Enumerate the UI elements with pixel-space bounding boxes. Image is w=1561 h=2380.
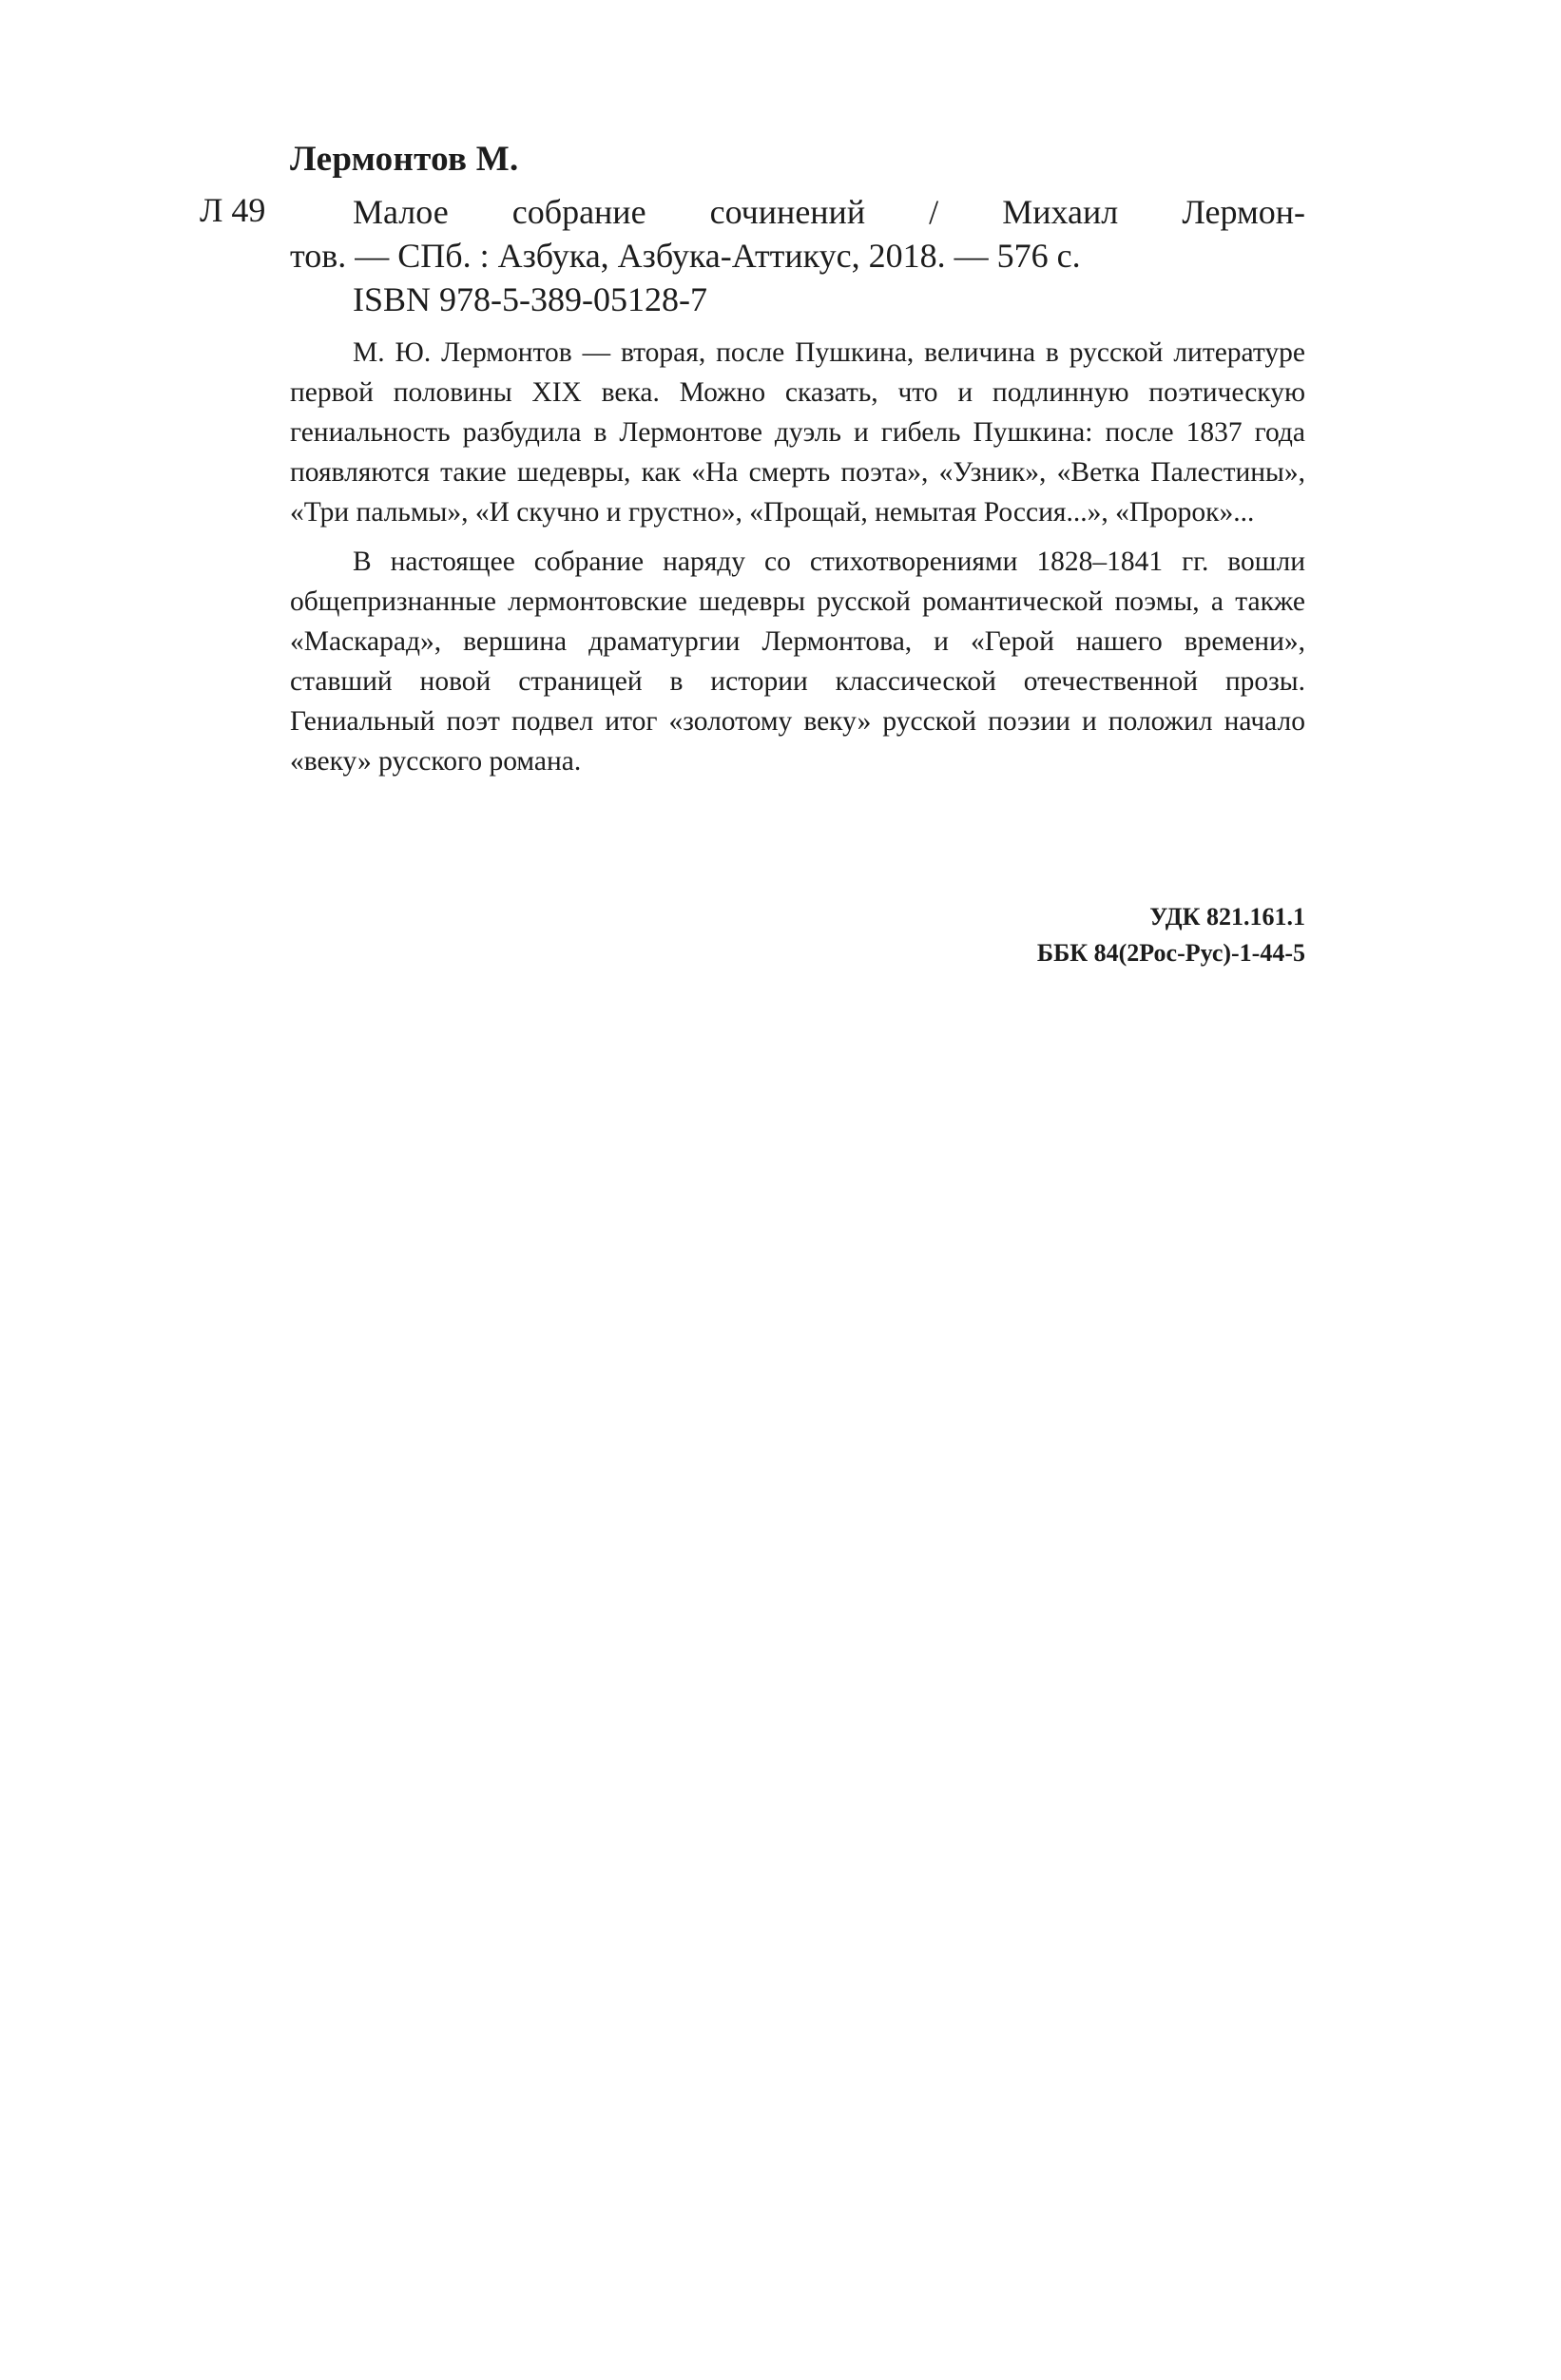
bibliographic-record bbox=[290, 190, 1305, 321]
isbn-line: ISBN 978-5-389-05128-7 bbox=[353, 280, 707, 318]
annotation-paragraph-2: В настоящее собрание наряду со стихотворениями 1828–1841 гг. вошли общепризнанные лермонтовские шедевры русской романтической поэмы, а также «Маскарад», вершина драматургии Лермонтова, и «Герой нашего времени», ставший новой страницей в истории классической отечественной прозы. Гениальный поэт подвел итог «золотому веку» русской поэзии и положил начало «веку» русского романа. bbox=[290, 547, 1305, 777]
imprint-line: тов. — СПб. : Азбука, Азбука-Аттикус, 2018. — 576 с. bbox=[290, 237, 1081, 275]
author-heading: Лермонтов М. bbox=[290, 140, 519, 179]
bbk-code: ББК 84(2Рос-Рус)-1-44-5 bbox=[1036, 939, 1305, 967]
title-line: Малое собрание сочинений / Михаил Лермон- bbox=[353, 193, 1305, 231]
udk-code: УДК 821.161.1 bbox=[1149, 903, 1305, 931]
shelfmark-code: Л 49 bbox=[200, 191, 266, 229]
classification-codes bbox=[290, 899, 1305, 971]
annotation bbox=[290, 333, 1305, 781]
annotation-paragraph-1: М. Ю. Лермонтов — вторая, после Пушкина, величина в русской литературе первой половины XIX века. Можно сказать, что и подлинную поэтическую гениальность разбудила в Лермонтове дуэль и гибель Пушкина: после 1837 года появляются такие шедевры, как «На смерть поэта», «Узник», «Ветка Палестины», «Три пальмы», «И скучно и грустно», «Прощай, немытая Россия...», «Пророк»... bbox=[290, 337, 1305, 528]
